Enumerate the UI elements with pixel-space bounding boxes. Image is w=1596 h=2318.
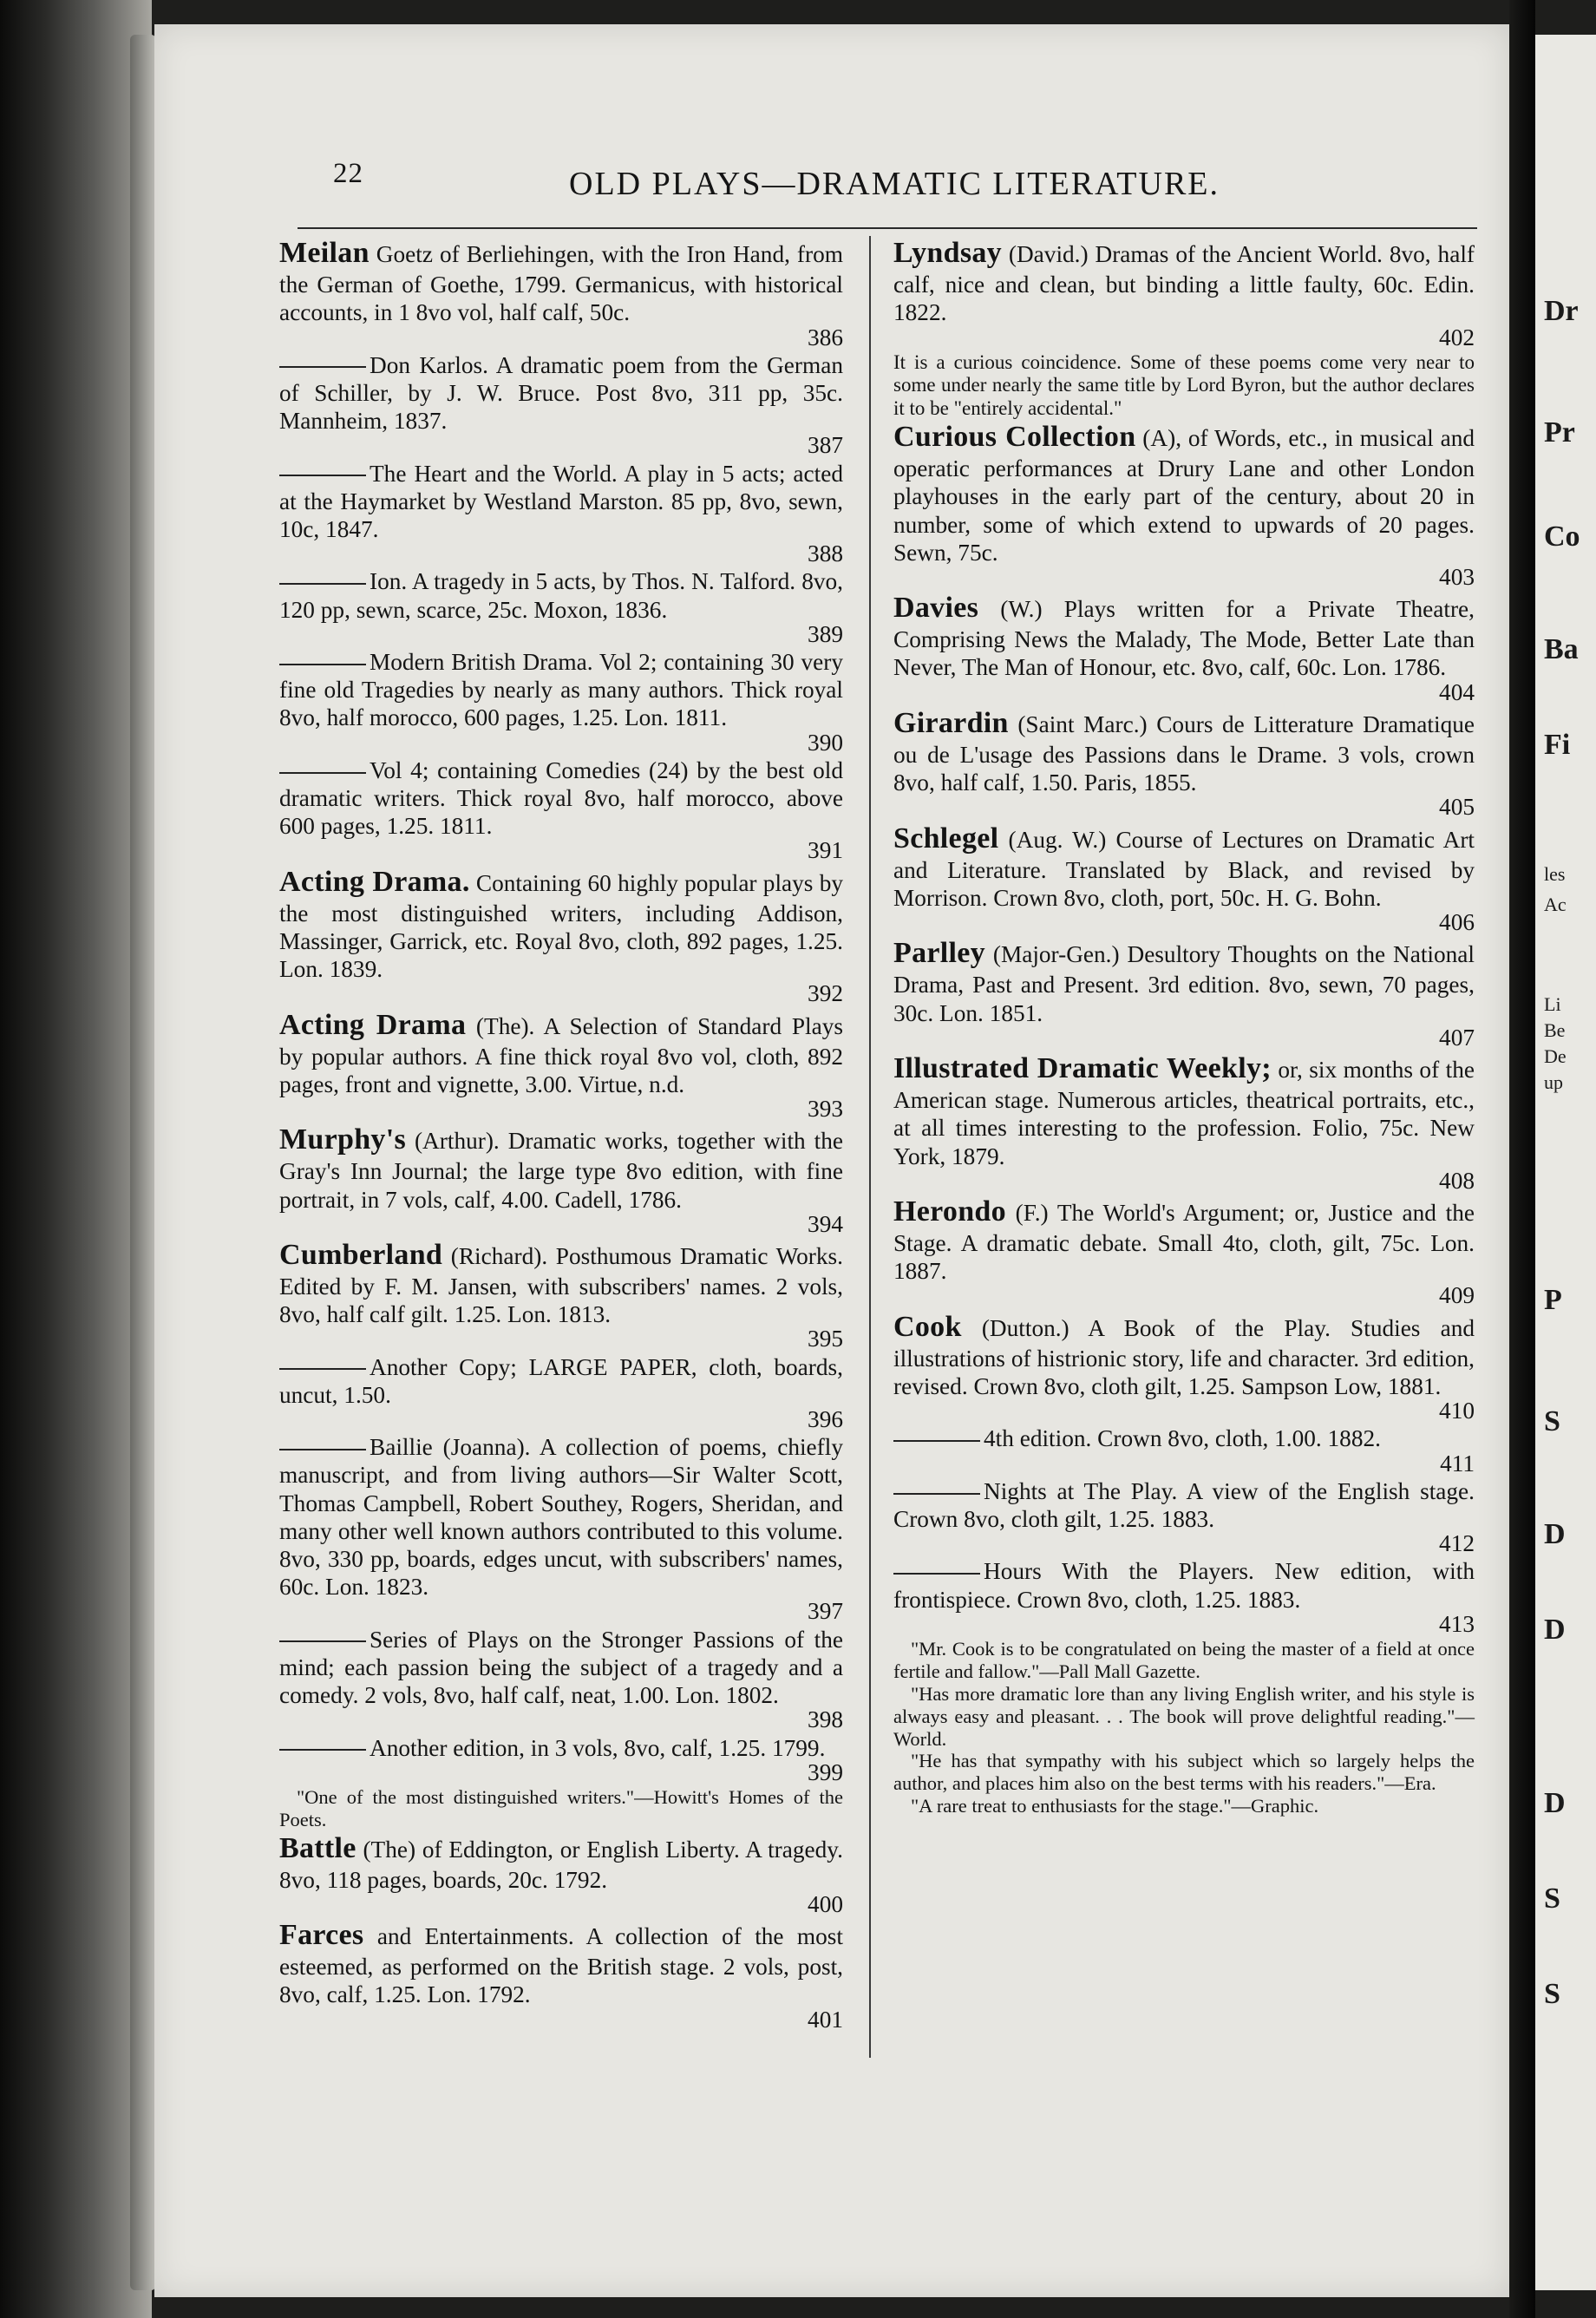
catalog-entry: [279, 648, 843, 756]
facing-page-fragment: D: [1544, 1614, 1566, 1646]
entry-text: Nights at The Play. A view of the English stage. Crown 8vo, cloth gilt, 1.25. 1883.: [893, 1477, 1475, 1532]
entry-text: (Dutton.) A Book of the Play. Studies and illustrations of histrionic story, life and character. 3rd edition, revised. Crown 8vo, cloth gilt, 1.25. Sampson Low, 1881.: [893, 1314, 1475, 1399]
catalog-entry: [279, 865, 843, 1008]
item-number: 403: [1439, 563, 1475, 590]
facing-page-fragment: S: [1544, 1405, 1560, 1437]
catalog-entry: [893, 1195, 1475, 1310]
item-number: 388: [808, 540, 843, 567]
catalog-entry: [279, 1008, 843, 1123]
item-number: 404: [1439, 678, 1475, 705]
item-number: 391: [808, 837, 843, 864]
item-number: 394: [808, 1210, 843, 1237]
item-number: 410: [1439, 1398, 1475, 1424]
entry-text: (Richard). Posthumous Dramatic Works. Edited by F. M. Jansen, with subscribers' names. 2 vols, 8vo, half calf gilt. 1.25. Lon. 1813.: [279, 1242, 843, 1328]
item-number: 401: [808, 2006, 843, 2033]
entry-headword: Girardin: [893, 706, 1009, 739]
book-gutter: [1509, 0, 1535, 2318]
facing-page-fragment: S: [1544, 1978, 1560, 2010]
catalog-entry: [893, 1310, 1475, 1425]
entry-text: (Aug. W.) Course of Lectures on Dramatic Art and Literature. Translated by Black, and revised by Morrison. Crown 8vo, cloth, port, 50c. H. G. Bohn.: [893, 826, 1475, 911]
catalog-entry: [279, 756, 843, 865]
item-number: 389: [808, 620, 843, 647]
item-number: 398: [808, 1706, 843, 1733]
entry-text: "A rare treat to enthusiasts for the stage."—Graphic.: [911, 1795, 1319, 1817]
entry-headword: Herondo: [893, 1195, 1006, 1228]
entry-text: (The). A Selection of Standard Plays by popular authors. A fine thick royal 8vo vol, cloth, 892 pages, front and vignette, 3.00. Virtue, n.d.: [279, 1012, 843, 1097]
catalog-entry: [279, 460, 843, 568]
catalog-entry: [279, 1238, 843, 1353]
ditto-dash: [279, 583, 366, 585]
entry-headword: Curious Collection: [893, 421, 1136, 454]
ditto-dash: [893, 1440, 980, 1442]
ditto-dash: [279, 366, 366, 368]
item-number: 386: [808, 324, 843, 350]
catalog-entry: [893, 1051, 1475, 1195]
item-number: 390: [808, 729, 843, 756]
catalog-entry: [279, 1123, 843, 1238]
ditto-dash: [279, 664, 366, 665]
page-stack-edge: [130, 35, 156, 2290]
entry-text: (F.) The World's Argument; or, Justice and the Stage. A dramatic debate. Small 4to, cloth, gilt, 75c. Lon. 1887.: [893, 1199, 1475, 1285]
item-number: 411: [1440, 1450, 1475, 1477]
facing-page-fragment: Ac: [1544, 894, 1567, 915]
catalog-entry: [279, 1353, 843, 1434]
entry-text: (David.) Dramas of the Ancient World. 8vo, half calf, nice and clean, but binding a little faulty, 60c. Edin. 1822.: [893, 241, 1475, 326]
entry-headword: Lyndsay: [893, 237, 1002, 269]
catalog-entry: [893, 936, 1475, 1051]
ditto-dash: [279, 475, 366, 476]
entry-text: 4th edition. Crown 8vo, cloth, 1.00. 1882.: [984, 1425, 1381, 1452]
column-divider: [869, 236, 871, 2058]
catalog-entry: [893, 351, 1475, 420]
entry-text: or, six months of the American stage. Numerous articles, theatrical portraits, etc., at all times interesting to the profession. Folio, 75c. New York, 1879.: [893, 1057, 1475, 1169]
catalog-entry: [893, 1795, 1475, 1817]
item-number: 406: [1439, 909, 1475, 936]
facing-page-fragment: D: [1544, 1787, 1566, 1819]
entry-headword: Parlley: [893, 937, 985, 970]
entry-text: "One of the most distinguished writers."—Howitt's Homes of the Poets.: [279, 1785, 843, 1830]
facing-page-fragment: De: [1544, 1045, 1567, 1067]
facing-page-fragment: Pr: [1544, 416, 1575, 449]
ditto-dash: [279, 1749, 366, 1751]
catalog-entry: [893, 1424, 1475, 1477]
entry-text: It is a curious coincidence. Some of these poems come very near to some under nearly the same title by Lord Byron, but the author declares it to be "entirely accidental.": [893, 350, 1475, 419]
entry-text: Modern British Drama. Vol 2; containing 30 very fine old Tragedies by nearly as many authors. Thick royal 8vo, half morocco, 600 pages, 1.25. Lon. 1811.: [279, 648, 843, 731]
book-spine: [0, 0, 152, 2318]
facing-page-fragment: Fi: [1544, 729, 1571, 761]
running-head: OLD PLAYS—DRAMATIC LITERATURE.: [569, 166, 1220, 202]
header-rule: [298, 227, 1477, 229]
entry-text: (Saint Marc.) Cours de Litterature Dramatique ou de L'usage des Passions dans le Drame. 3 vols, crown 8vo, half calf, 1.50. Paris, 1855.: [893, 710, 1475, 796]
entry-text: Another Copy; LARGE PAPER, cloth, boards, uncut, 1.50.: [279, 1353, 843, 1408]
item-number: 387: [808, 432, 843, 459]
entry-text: "Mr. Cook is to be congratulated on being the master of a field at once fertile and fallow."—Pall Mall Gazette.: [893, 1638, 1475, 1682]
entry-headword: Acting Drama.: [279, 865, 470, 898]
item-number: 405: [1439, 794, 1475, 821]
item-number: 402: [1439, 324, 1475, 350]
catalog-entry: [279, 1831, 843, 1919]
entry-text: "Has more dramatic lore than any living English writer, and his style is always easy and pleasant. . . The book will prove delightful reading."—World.: [893, 1682, 1475, 1750]
entry-text: Goetz of Berliehingen, with the Iron Hand, from the German of Goethe, 1799. Germanicus, with historical accounts, in 1 8vo vol, half calf, 50c.: [279, 241, 843, 326]
catalog-entry: [893, 1557, 1475, 1638]
catalog-entry: [279, 1626, 843, 1734]
item-number: 392: [808, 980, 843, 1007]
ditto-dash: [279, 1640, 366, 1642]
item-number: 400: [808, 1890, 843, 1917]
item-number: 399: [808, 1758, 843, 1785]
facing-page-fragment: Dr: [1544, 295, 1579, 327]
entry-text: (Major-Gen.) Desultory Thoughts on the National Drama, Past and Present. 3rd edition. 8vo, sewn, 70 pages, 30c. Lon. 1851.: [893, 941, 1475, 1026]
entry-text: (Arthur). Dramatic works, together with the Gray's Inn Journal; the large type 8vo edition, with fine portrait, in 7 vols, calf, 4.00. Cadell, 1786.: [279, 1128, 843, 1213]
entry-text: (A), of Words, etc., in musical and operatic performances at Drury Lane and other London playhouses in the early part of the century, about 20 in number, some of which extend to upwards of 20 pages. Sewn, 75c.: [893, 425, 1475, 566]
facing-page-fragment: Ba: [1544, 633, 1579, 665]
ditto-dash: [279, 772, 366, 774]
catalog-entry: [893, 1750, 1475, 1795]
catalog-entry: [893, 236, 1475, 351]
entry-text: and Entertainments. A collection of the most esteemed, as performed on the British stage. 2 vols, post, 8vo, calf, 1.25. Lon. 1792.: [279, 1923, 843, 2008]
entry-text: "He has that sympathy with his subject which so largely helps the author, and places him also on the best terms with his readers."—Era.: [893, 1750, 1475, 1795]
item-number: 408: [1439, 1167, 1475, 1194]
entry-text: Don Karlos. A dramatic poem from the German of Schiller, by J. W. Bruce. Post 8vo, 311 pp, 35c. Mannheim, 1837.: [279, 351, 843, 435]
left-column: [279, 236, 843, 2033]
catalog-entry: [279, 1433, 843, 1625]
item-number: 409: [1439, 1282, 1475, 1309]
facing-page-fragment: Be: [1544, 1019, 1566, 1041]
entry-headword: Illustrated Dramatic Weekly;: [893, 1052, 1272, 1085]
catalog-entry: [893, 822, 1475, 937]
catalog-entry: [893, 1638, 1475, 1683]
entry-headword: Acting Drama: [279, 1008, 467, 1041]
entry-headword: Farces: [279, 1919, 364, 1952]
ditto-dash: [893, 1573, 980, 1575]
entry-text: Hours With the Players. New edition, with frontispiece. Crown 8vo, cloth, 1.25. 1883.: [893, 1558, 1475, 1613]
catalog-entry: [279, 236, 843, 351]
facing-page-fragment: S: [1544, 1883, 1560, 1915]
entry-headword: Cook: [893, 1310, 962, 1343]
entry-headword: Schlegel: [893, 822, 999, 855]
entry-text: (W.) Plays written for a Private Theatre, Comprising News the Malady, The Mode, Better Late than Never, The Man of Honour, etc. 8vo, calf, 60c. Lon. 1786.: [893, 596, 1475, 681]
ditto-dash: [279, 1449, 366, 1450]
ditto-dash: [893, 1493, 980, 1495]
item-number: 396: [808, 1406, 843, 1433]
item-number: 393: [808, 1096, 843, 1123]
entry-headword: Murphy's: [279, 1123, 406, 1156]
ditto-dash: [279, 1368, 366, 1370]
catalog-entry: [279, 1734, 843, 1786]
catalog-entry: [279, 1786, 843, 1831]
facing-page-fragment: Li: [1544, 993, 1561, 1015]
item-number: 407: [1439, 1024, 1475, 1051]
item-number: 397: [808, 1598, 843, 1625]
item-number: 412: [1439, 1530, 1475, 1557]
entry-headword: Meilan: [279, 237, 370, 269]
facing-page: [1535, 35, 1596, 2290]
entry-headword: Cumberland: [279, 1238, 443, 1271]
item-number: 395: [808, 1326, 843, 1352]
entry-text: The Heart and the World. A play in 5 acts; acted at the Haymarket by Westland Marston. 85 pp, 8vo, sewn, 10c, 1847.: [279, 460, 843, 542]
entry-text: (The) of Eddington, or English Liberty. A tragedy. 8vo, 118 pages, boards, 20c. 1792.: [279, 1836, 843, 1893]
facing-page-fragment: Co: [1544, 521, 1580, 553]
right-column: [893, 236, 1475, 1817]
entry-text: Baillie (Joanna). A collection of poems, chiefly manuscript, and from living authors—Sir Walter Scott, Thomas Campbell, Robert Southey, Rogers, Sheridan, and many other well known authors contributed to this volume. 8vo, 330 pp, boards, edges uncut, with subscribers' names, 60c. Lon. 1823.: [279, 1434, 843, 1601]
facing-page-fragment: les: [1544, 863, 1566, 885]
facing-page-fragment: P: [1544, 1284, 1562, 1316]
facing-page-fragment: up: [1544, 1071, 1563, 1093]
entry-headword: Davies: [893, 592, 979, 625]
entry-text: Ion. A tragedy in 5 acts, by Thos. N. Talford. 8vo, 120 pp, sewn, scarce, 25c. Moxon, 1836.: [279, 568, 843, 623]
catalog-entry: [279, 1918, 843, 2033]
catalog-entry: [893, 1683, 1475, 1751]
catalog-entry: [893, 420, 1475, 591]
entry-text: Vol 4; containing Comedies (24) by the best old dramatic writers. Thick royal 8vo, half morocco, above 600 pages, 1.25. 1811.: [279, 756, 843, 840]
catalog-entry: [279, 351, 843, 460]
entry-text: Containing 60 highly popular plays by the most distinguished writers, including Addison, Massinger, Garrick, etc. Royal 8vo, cloth, 892 pages, 1.25. Lon. 1839.: [279, 869, 843, 983]
catalog-entry: [893, 706, 1475, 822]
catalog-entry: [279, 567, 843, 648]
facing-page-fragment: D: [1544, 1518, 1566, 1550]
page-number: 22: [333, 158, 363, 189]
entry-text: Another edition, in 3 vols, 8vo, calf, 1.25. 1799.: [370, 1734, 826, 1761]
entry-headword: Battle: [279, 1831, 356, 1864]
catalog-entry: [893, 591, 1475, 706]
entry-text: Series of Plays on the Stronger Passions of the mind; each passion being the subject of a tragedy and a comedy. 2 vols, 8vo, half calf, neat, 1.00. Lon. 1802.: [279, 1626, 843, 1709]
item-number: 413: [1439, 1610, 1475, 1637]
catalog-entry: [893, 1477, 1475, 1558]
